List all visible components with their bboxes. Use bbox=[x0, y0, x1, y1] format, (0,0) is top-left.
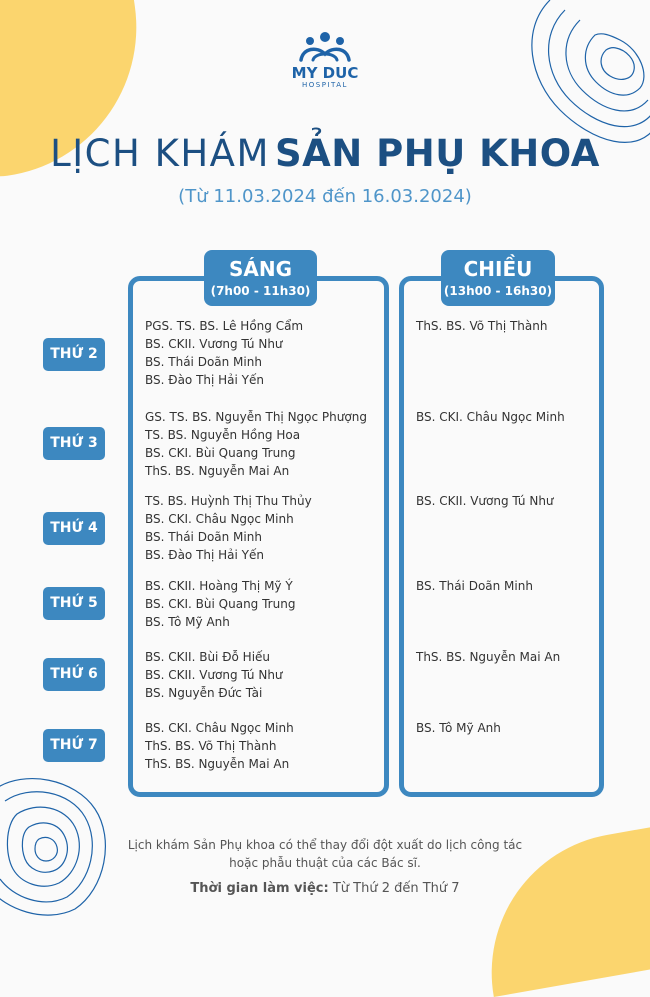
day-label-thu-7: THỨ 7 bbox=[43, 729, 105, 762]
note-line-1: Lịch khám Sản Phụ khoa có thể thay đổi đột xuất do lịch công tác bbox=[127, 838, 523, 852]
schedule-change-note bbox=[0, 836, 650, 872]
doctor-name: BS. CKII. Vương Tú Như bbox=[145, 668, 283, 682]
doctor-name: BS. CKI. Châu Ngọc Minh bbox=[416, 410, 565, 424]
family-logo-icon bbox=[297, 30, 353, 62]
doctor-name: BS. CKII. Vương Tú Như bbox=[145, 337, 283, 351]
doctor-name: ThS. BS. Võ Thị Thành bbox=[145, 739, 277, 753]
working-hours bbox=[0, 881, 650, 896]
afternoon-header bbox=[441, 250, 555, 306]
morning-doctors-thu-6 bbox=[145, 648, 283, 702]
afternoon-doctors-thu-4 bbox=[416, 492, 554, 510]
day-label-thu-2: THỨ 2 bbox=[43, 338, 105, 371]
doctor-name: ThS. BS. Nguyễn Mai An bbox=[416, 650, 561, 664]
afternoon-doctors-thu-3 bbox=[416, 408, 565, 426]
doctor-name: BS. CKII. Hoàng Thị Mỹ Ý bbox=[145, 579, 293, 593]
doctor-name: BS. Tô Mỹ Anh bbox=[145, 615, 230, 629]
morning-doctors-thu-2 bbox=[145, 317, 303, 389]
afternoon-doctors-thu-6 bbox=[416, 648, 560, 666]
doctor-name: BS. Thái Doãn Minh bbox=[145, 355, 262, 369]
day-label-thu-4: THỨ 4 bbox=[43, 512, 105, 545]
doctor-name: BS. Nguyễn Đức Tài bbox=[145, 686, 263, 700]
doctor-name: BS. CKII. Vương Tú Như bbox=[416, 494, 554, 508]
day-label-thu-5: THỨ 5 bbox=[43, 587, 105, 620]
doctor-name: ThS. BS. Nguyễn Mai An bbox=[145, 757, 290, 771]
doctor-name: BS. Tô Mỹ Anh bbox=[416, 721, 501, 735]
afternoon-doctors-thu-2 bbox=[416, 317, 547, 335]
logo-subtitle: HOSPITAL bbox=[302, 81, 348, 89]
doctor-name: ThS. BS. Võ Thị Thành bbox=[416, 319, 548, 333]
hospital-logo bbox=[290, 30, 360, 89]
doctor-name: BS. Thái Doãn Minh bbox=[145, 530, 262, 544]
afternoon-label: CHIỀU bbox=[463, 257, 533, 281]
page-title bbox=[0, 132, 650, 175]
doctor-name: BS. CKI. Bùi Quang Trung bbox=[145, 597, 296, 611]
doctor-name: BS. Đào Thị Hải Yến bbox=[145, 373, 265, 387]
morning-header bbox=[204, 250, 317, 306]
day-label-thu-6: THỨ 6 bbox=[43, 658, 105, 691]
doctor-name: PGS. TS. BS. Lê Hồng Cẩm bbox=[145, 319, 304, 333]
doctor-name: ThS. BS. Nguyễn Mai An bbox=[145, 464, 290, 478]
afternoon-doctors-thu-7 bbox=[416, 719, 501, 737]
date-range: (Từ 11.03.2024 đến 16.03.2024) bbox=[178, 186, 472, 207]
doctor-name: GS. TS. BS. Nguyễn Thị Ngọc Phượng bbox=[145, 410, 367, 424]
morning-label: SÁNG bbox=[228, 257, 293, 281]
doctor-name: BS. Đào Thị Hải Yến bbox=[145, 548, 265, 562]
morning-doctors-thu-3 bbox=[145, 408, 367, 480]
hours-value: Từ Thứ 2 đến Thứ 7 bbox=[328, 881, 460, 896]
hours-label: Thời gian làm việc: bbox=[190, 881, 329, 896]
afternoon-time: (13h00 - 16h30) bbox=[443, 284, 553, 298]
day-label-thu-3: THỨ 3 bbox=[43, 427, 105, 460]
doctor-name: BS. CKI. Châu Ngọc Minh bbox=[145, 512, 294, 526]
logo-name: MY DUC bbox=[291, 64, 359, 82]
doctor-name: BS. Thái Doãn Minh bbox=[416, 579, 533, 593]
afternoon-doctors-thu-5 bbox=[416, 577, 533, 595]
morning-doctors-thu-7 bbox=[145, 719, 294, 773]
morning-time: (7h00 - 11h30) bbox=[210, 284, 311, 298]
doctor-name: BS. CKI. Châu Ngọc Minh bbox=[145, 721, 294, 735]
doctor-name: TS. BS. Nguyễn Hồng Hoa bbox=[145, 428, 301, 442]
morning-doctors-thu-5 bbox=[145, 577, 295, 631]
doctor-name: BS. CKI. Bùi Quang Trung bbox=[145, 446, 296, 460]
doctor-name: BS. CKII. Bùi Đỗ Hiếu bbox=[145, 650, 271, 664]
title-bold: SẢN PHỤ KHOA bbox=[274, 132, 600, 175]
morning-doctors-thu-4 bbox=[145, 492, 312, 564]
note-line-2: hoặc phẫu thuật của các Bác sĩ. bbox=[229, 856, 421, 870]
title-light: LỊCH KHÁM bbox=[50, 132, 270, 175]
doctor-name: TS. BS. Huỳnh Thị Thu Thủy bbox=[145, 494, 312, 508]
